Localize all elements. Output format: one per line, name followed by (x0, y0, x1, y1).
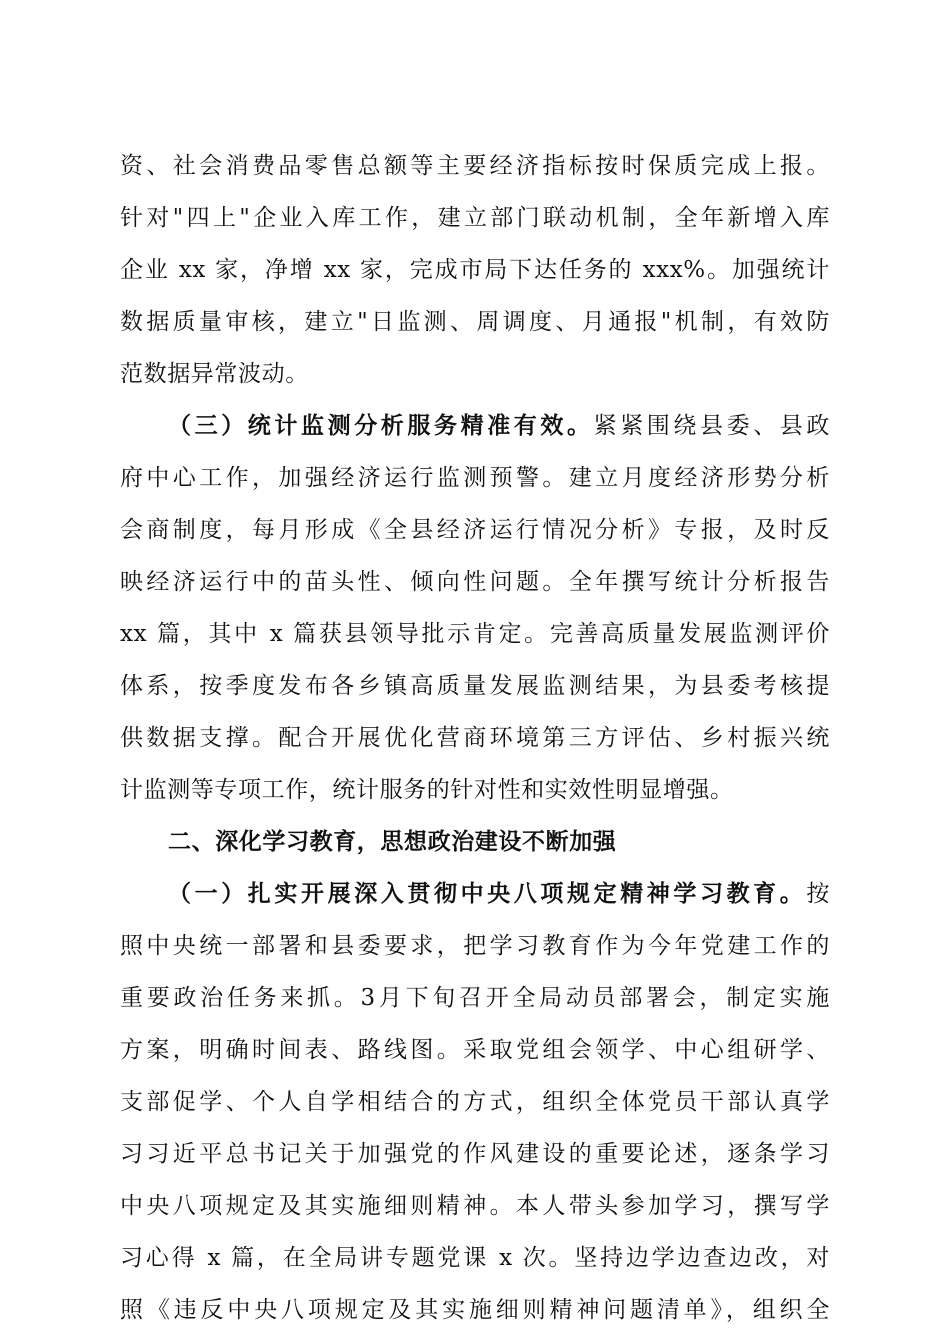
text-line: 习心得 x 篇，在全局讲专题党课 x 次。坚持边学边查边改，对 (120, 1245, 830, 1271)
text-line: 支部促学、个人自学相结合的方式，组织全体党员干部认真学 (120, 1089, 830, 1115)
text-line: 供数据支撑。配合开展优化营商环境第三方评估、乡村振兴统 (120, 725, 830, 751)
paragraph-statistics-reporting (120, 140, 830, 400)
text-line (120, 400, 830, 452)
text-segment: 紧紧围绕县委、县政 (593, 413, 830, 439)
text-line: 范数据异常波动。 (120, 361, 309, 387)
text-line: 照中央统一部署和县委要求，把学习教育作为今年党建工作的 (120, 933, 830, 959)
paragraph-lead-title: （三）统计监测分析服务精准有效。 (168, 412, 594, 439)
text-line: 资、社会消费品零售总额等主要经济指标按时保质完成上报。 (120, 153, 830, 179)
text-line: 府中心工作，加强经济运行监测预警。建立月度经济形势分析 (120, 465, 830, 491)
paragraph-monitoring-analysis (120, 400, 830, 816)
text-line: 中央八项规定及其实施细则精神。本人带头参加学习，撰写学 (120, 1193, 830, 1219)
section-heading-text: 二、深化学习教育，思想政治建设不断加强 (168, 829, 617, 855)
text-line: 会商制度，每月形成《全县经济运行情况分析》专报，及时反 (120, 517, 830, 543)
text-line: 企业 xx 家，净增 xx 家，完成市局下达任务的 xxx%。加强统计 (120, 257, 830, 283)
text-line (120, 868, 830, 920)
text-line: 体系，按季度发布各乡镇高质量发展监测结果，为县委考核提 (120, 673, 830, 699)
text-line: 针对"四上"企业入库工作，建立部门联动机制，全年新增入库 (120, 205, 830, 231)
text-line: 习习近平总书记关于加强党的作风建设的重要论述，逐条学习 (120, 1141, 830, 1167)
document-body (120, 140, 830, 1336)
text-line: 数据质量审核，建立"日监测、周调度、月通报"机制，有效防 (120, 309, 830, 335)
paragraph-lead-title: （一）扎实开展深入贯彻中央八项规定精神学习教育。 (168, 880, 807, 907)
text-segment: 按 (806, 881, 830, 907)
text-line: xx 篇，其中 x 篇获县领导批示肯定。完善高质量发展监测评价 (120, 621, 830, 647)
text-line: 映经济运行中的苗头性、倾向性问题。全年撰写统计分析报告 (120, 569, 830, 595)
paragraph-study-education (120, 868, 830, 1336)
text-line: 计监测等专项工作，统计服务的针对性和实效性明显增强。 (120, 777, 734, 803)
text-line: 照《违反中央八项规定及其实施细则精神问题清单》，组织全 (120, 1297, 830, 1323)
text-line: 重要政治任务来抓。3月下旬召开全局动员部署会，制定实施 (120, 985, 830, 1011)
text-line: 方案，明确时间表、路线图。采取党组会领学、中心组研学、 (120, 1037, 830, 1063)
section-heading (120, 816, 830, 868)
